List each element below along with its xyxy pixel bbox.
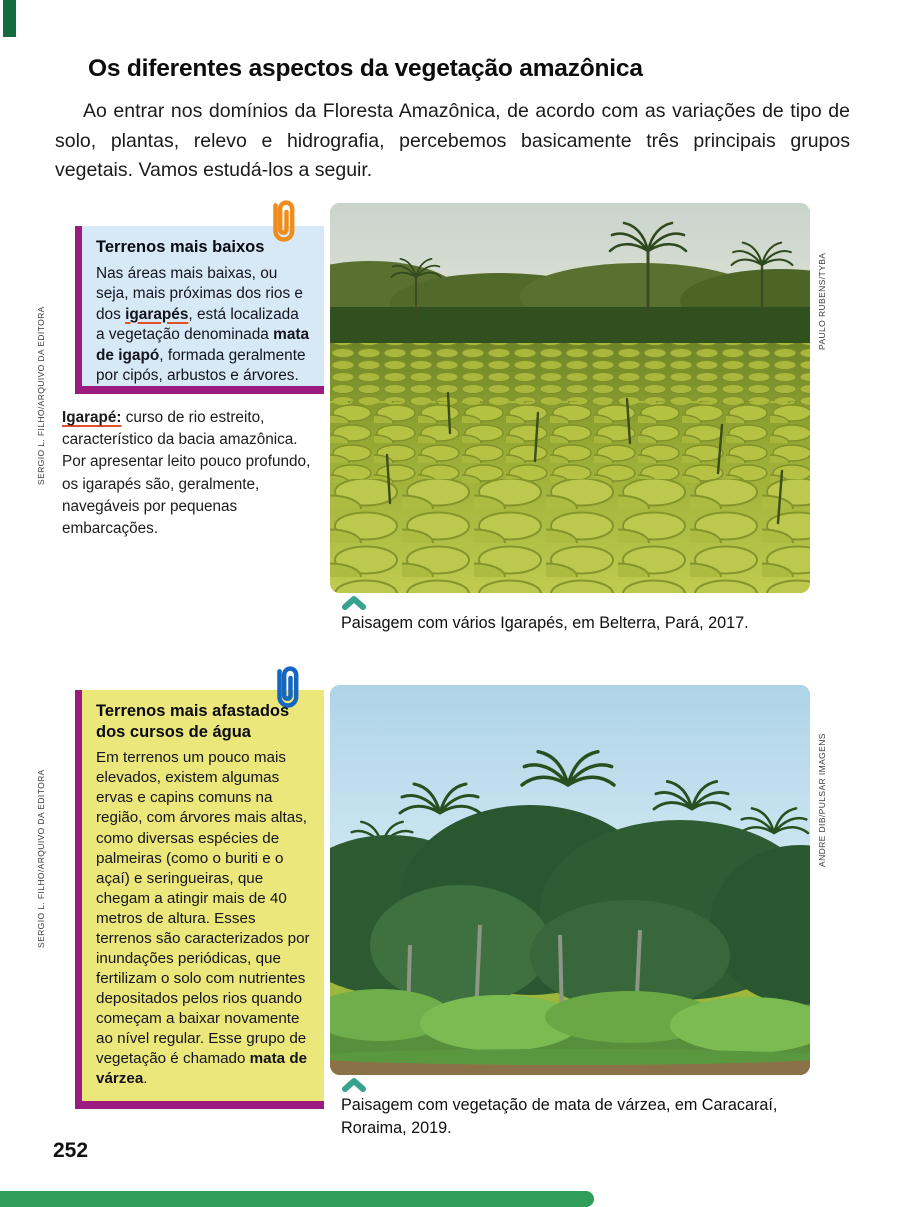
igapo-photo <box>330 203 810 593</box>
page-title: Os diferentes aspectos da vegetação amazônica <box>88 55 643 82</box>
photo-credit-vertical: ANDRE DIB/PULSAR IMAGENS <box>817 733 827 867</box>
igapo-text-segment: , formada geralmente por cipós, arbustos e árvores. <box>96 346 306 385</box>
page-number: 252 <box>53 1139 89 1162</box>
varzea-info-box <box>75 690 324 1109</box>
photo-credit-vertical: SERGIO L. FILHO/ARQUIVO DA EDITORA <box>36 769 46 948</box>
varzea-text-segment: Em terrenos um pouco mais elevados, existem algumas ervas e capins comuns na região, com árvores mais altas, como diversas espécies de palmeiras (como o buriti e o açaí) e seringueiras, que chegam a atingir mais de 40 metros de altura. Esses terrenos são caracterizados por inundações periódicas, que fertilizam o solo com nutrientes depositados pelos rios quando começam a baixar novamente ao nível regular. Esse grupo de vegetação é chamado <box>96 749 310 1068</box>
keyword-mata-de-varzea: mata de várzea <box>96 1050 308 1088</box>
varzea-photo-caption: Paisagem com vegetação de mata de várzea, em Caracaraí, Roraima, 2019. <box>341 1096 778 1138</box>
igapo-text-segment: Nas áreas mais baixas, ou seja, mais próximas dos rios e dos <box>96 264 303 323</box>
paperclip-icon <box>263 197 303 249</box>
igapo-box-body <box>96 264 311 387</box>
photo-credit-vertical: SERGIO L. FILHO/ARQUIVO DA EDITORA <box>36 306 46 485</box>
footer-green-bar <box>0 1191 594 1207</box>
igapo-photo-illustration <box>330 203 810 593</box>
caption-chevron-icon <box>341 1077 367 1093</box>
varzea-box-body <box>96 748 311 1089</box>
intro-paragraph: Ao entrar nos domínios da Floresta Amazônica, de acordo com as variações de tipo de solo, plantas, relevo e hidrografia, percebemos basicamente três principais grupos vegetais. Vamos estudá-los a seguir. <box>55 100 850 181</box>
igapo-photo-caption: Paisagem com vários Igarapés, em Belterra, Pará, 2017. <box>341 614 749 632</box>
varzea-photo-illustration <box>330 685 810 1075</box>
varzea-text-segment: . <box>143 1070 148 1088</box>
igapo-info-box <box>75 226 324 394</box>
igapo-text-segment: , está localizada a vegetação denominada <box>96 305 299 344</box>
paperclip-icon <box>267 663 307 717</box>
keyword-mata-de-igapo: mata de igapó <box>96 326 310 364</box>
varzea-box-title: Terrenos mais afastados dos cursos de água <box>96 702 290 741</box>
caption-chevron-icon <box>341 595 367 611</box>
page-corner-mark <box>3 0 16 37</box>
glossary-definition: curso de rio estreito, característico da bacia amazônica. Por apresentar leito pouco profundo, os igarapés são, geralmente, navegáveis por pequenas embarcações. <box>62 409 311 537</box>
photo-credit-vertical: PAULO RUBENS/TYBA <box>817 252 827 350</box>
keyword-igarapes: igarapés <box>125 305 189 323</box>
glossary-term: Igarapé: <box>62 409 122 426</box>
varzea-photo <box>330 685 810 1075</box>
glossary-note <box>62 407 314 540</box>
igapo-box-title: Terrenos mais baixos <box>96 238 265 256</box>
